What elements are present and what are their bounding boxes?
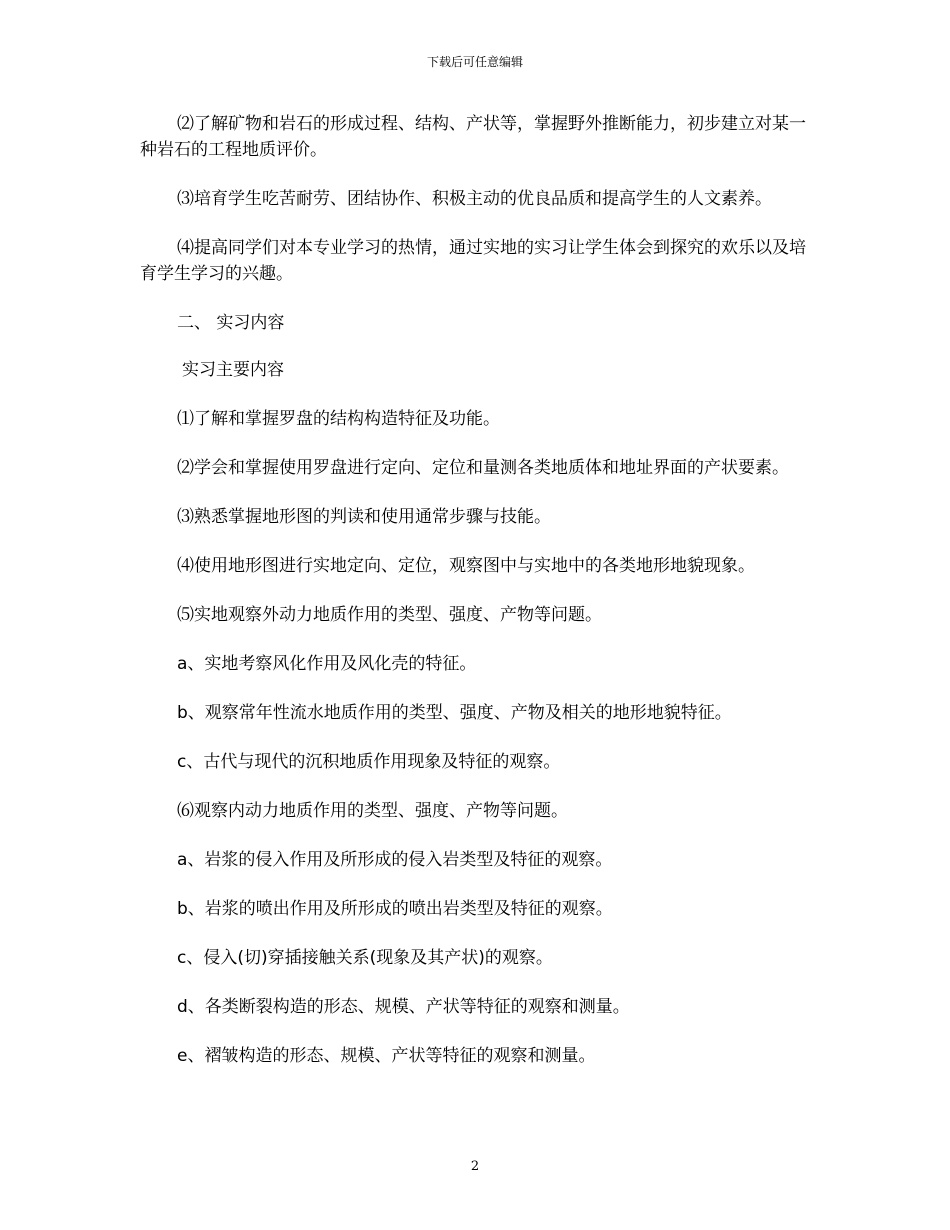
paragraph-content-6d: d、各类断裂构造的形态、规模、产状等特征的观察和测量。 [177,997,630,1017]
paragraph-content-6a: a、岩浆的侵入作用及所形成的侵入岩类型及特征的观察。 [177,850,613,870]
paragraph-content-4: ⑷使用地形图进行实地定向、定位，观察图中与实地中的各类地形地貌现象。 [177,556,755,576]
paragraph-objective-4: ⑷提高同学们对本专业学习的热情，通过实地的实习让学生体会到探究的欢乐以及培育学生学习的兴趣。 [140,238,806,284]
paragraph-content-5b: b、观察常年性流水地质作用的类型、强度、产物及相关的地形地貌特征。 [177,703,732,723]
paragraph-content-1: ⑴了解和掌握罗盘的结构构造特征及功能。 [177,409,500,429]
paragraph-content-5: ⑸实地观察外动力地质作用的类型、强度、产物等问题。 [177,605,602,625]
paragraph-objective-2: ⑵了解矿物和岩石的形成过程、结构、产状等，掌握野外推断能力，初步建立对某一种岩石的工程地质评价。 [140,114,806,160]
page-number: 2 [470,1159,480,1174]
paragraph-content-6b: b、岩浆的喷出作用及所形成的喷出岩类型及特征的观察。 [177,899,613,919]
page-header: 下载后可任意编辑 [426,55,523,69]
paragraph-content-5c: c、古代与现代的沉积地质作用现象及特征的观察。 [177,752,561,772]
paragraph-content-6: ⑹观察内动力地质作用的类型、强度、产物等问题。 [177,801,568,821]
paragraph-objective-3: ⑶培育学生吃苦耐劳、团结协作、积极主动的优良品质和提高学生的人文素养。 [177,189,772,209]
section-heading-internship-content: 二、 实习内容 [177,313,285,333]
paragraph-content-3: ⑶熟悉掌握地形图的判读和使用通常步骤与技能。 [177,507,551,527]
paragraph-content-5a: a、实地考察风化作用及风化壳的特征。 [177,654,477,674]
document-body [140,111,816,1092]
paragraph-content-2: ⑵学会和掌握使用罗盘进行定向、定位和量测各类地质体和地址界面的产状要素。 [177,458,789,478]
subheading-main-content: 实习主要内容 [182,360,284,380]
paragraph-content-6c: c、侵入(切)穿插接触关系(现象及其产状)的观察。 [177,948,553,968]
paragraph-content-6e: e、褶皱构造的形态、规模、产状等特征的观察和测量。 [177,1046,596,1066]
